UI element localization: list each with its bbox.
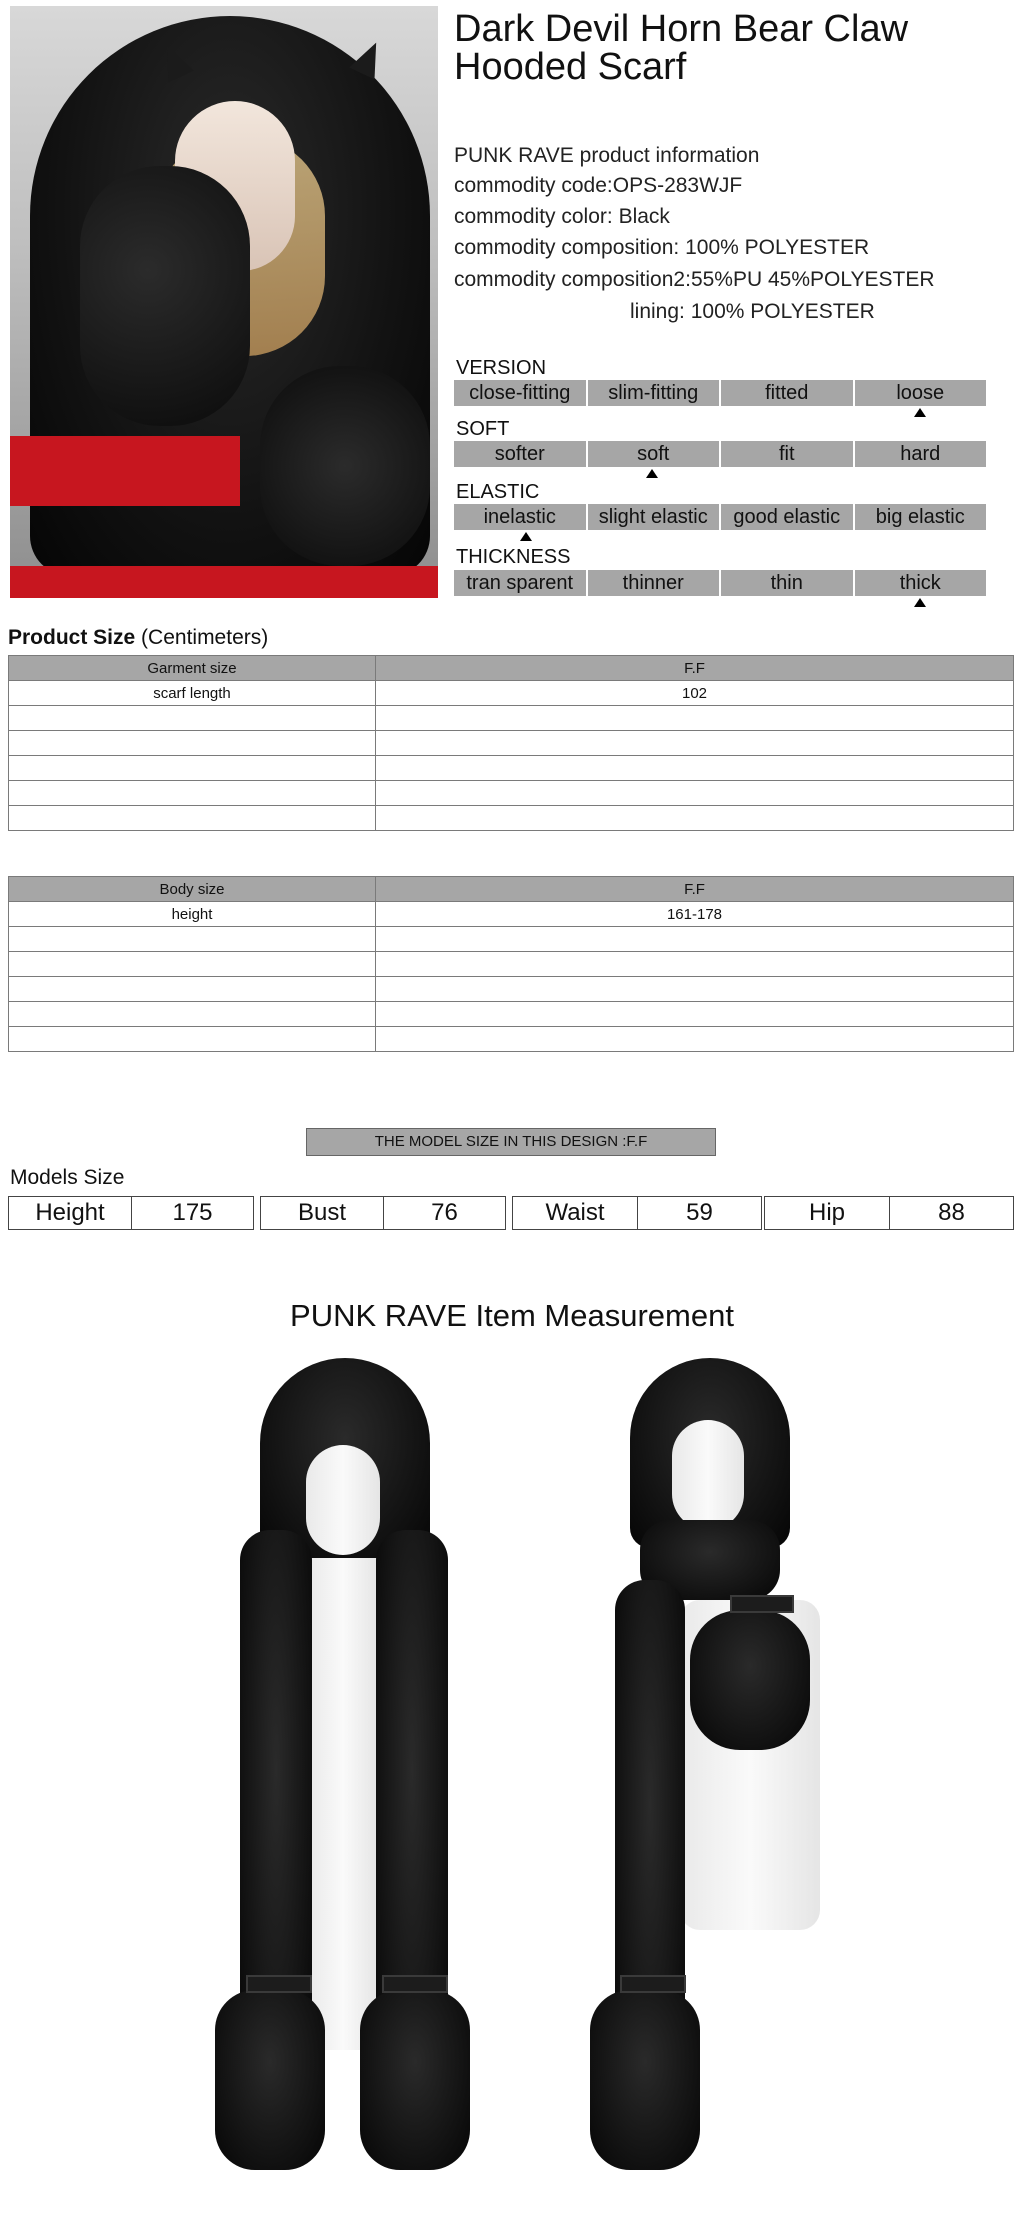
info-lining [630,300,875,324]
attr-option: loose [855,380,987,406]
table-row [9,902,1014,927]
product-size-title-unit: (Centimeters) [141,626,269,649]
info-composition [454,236,869,260]
composition-value: 100% POLYESTER [685,236,870,259]
code-label: commodity code: [454,174,613,197]
table-cell [9,977,376,1002]
measurement-title: PUNK RAVE Item Measurement [290,1298,734,1333]
attr-soft-bar [454,441,986,467]
table-row [9,977,1014,1002]
strap [730,1595,794,1613]
table-header-cell: Garment size [9,656,376,681]
table-row [9,806,1014,831]
selected-marker-icon [914,408,926,417]
table-row [9,1027,1014,1052]
selected-marker-icon [914,598,926,607]
table-cell [376,806,1014,831]
table-row [9,681,1014,706]
bear-claw-left [215,1990,325,2170]
table-cell [376,781,1014,806]
attr-option: close-fitting [454,380,586,406]
table-cell: 102 [376,681,1014,706]
attr-thickness-bar [454,570,986,596]
table-row [9,781,1014,806]
table-cell [9,952,376,977]
strap [246,1975,312,1993]
attr-option: tran sparent [454,570,586,596]
attr-option: slim-fitting [588,380,720,406]
bear-claw-hanging [690,1610,810,1750]
attr-option: thick [855,570,987,596]
bear-claw-bottom [590,1990,700,2170]
attr-option: hard [855,441,987,467]
table-header-cell: Body size [9,877,376,902]
models-size-hip [764,1196,1014,1230]
mannequin-head [306,1445,380,1555]
table-row [9,706,1014,731]
model-size-banner: THE MODEL SIZE IN THIS DESIGN :F.F [306,1128,716,1156]
lining-value: 100% POLYESTER [690,300,875,323]
strap [620,1975,686,1993]
models-size-waist [512,1196,762,1230]
composition2-value: 55%PU 45%POLYESTER [690,268,935,291]
table-row [9,927,1014,952]
models-size-bust [260,1196,506,1230]
table-cell: scarf length [9,681,376,706]
scarf-front-image [200,1350,480,2190]
table-row [9,756,1014,781]
color-label: commodity color: [454,205,613,228]
table-cell [376,756,1014,781]
attr-option: slight elastic [588,504,720,530]
body-size-table [8,876,1014,1052]
table-cell [376,706,1014,731]
table-header-cell: F.F [376,656,1014,681]
attr-option: soft [588,441,720,467]
selected-marker-icon [520,532,532,541]
models-size-value: 175 [172,1199,213,1226]
attr-elastic-bar [454,504,986,530]
models-size-key: Bust [261,1197,384,1229]
models-size-value: 76 [431,1199,458,1226]
table-cell [376,952,1014,977]
table-header-row [9,656,1014,681]
table-cell [9,806,376,831]
bear-claw-left [80,166,250,426]
table-cell [9,756,376,781]
table-header-row [9,877,1014,902]
product-size-title-bold: Product Size [8,626,136,649]
table-cell [9,1002,376,1027]
attr-option: good elastic [721,504,853,530]
red-stripe [10,566,438,598]
bear-claw-right [360,1990,470,2170]
info-heading: PUNK RAVE product information [454,144,760,167]
strap [382,1975,448,1993]
scarf-side-image [580,1350,860,2190]
models-size-key: Height [9,1197,132,1229]
table-cell [9,731,376,756]
code-value: OPS-283WJF [612,174,743,197]
table-cell [9,706,376,731]
models-size-value: 88 [938,1199,965,1226]
models-size-key: Waist [513,1197,638,1229]
attr-version-heading: VERSION [456,357,547,379]
product-title: Dark Devil Horn Bear Claw Hooded Scarf [454,8,909,88]
info-color [454,205,670,229]
table-cell [9,781,376,806]
table-row [9,952,1014,977]
attr-option: inelastic [454,504,586,530]
models-size-label: Models Size [10,1166,125,1189]
composition-label: commodity composition: [454,236,680,259]
attr-option: softer [454,441,586,467]
info-code [454,174,742,198]
attr-option: big elastic [855,504,987,530]
attr-option: fit [721,441,853,467]
table-cell [376,977,1014,1002]
table-row [9,731,1014,756]
composition2-label: commodity composition2: [454,268,691,291]
table-cell [9,1027,376,1052]
info-composition2 [454,268,935,292]
color-value: Black [618,205,670,228]
attr-option: fitted [721,380,853,406]
table-row [9,1002,1014,1027]
table-cell [9,927,376,952]
red-stripe [10,436,240,506]
table-cell [376,1027,1014,1052]
attr-version-bar [454,380,986,406]
attr-thickness-heading: THICKNESS [456,546,571,568]
attr-soft-heading: SOFT [456,418,510,440]
mannequin-head [672,1420,744,1530]
attr-option: thinner [588,570,720,596]
product-photo [10,6,438,598]
table-cell: 161-178 [376,902,1014,927]
bear-claw-right [260,366,430,566]
models-size-height [8,1196,254,1230]
selected-marker-icon [646,469,658,478]
lining-label: lining: [630,300,685,323]
product-size-title [8,626,268,650]
table-cell: height [9,902,376,927]
table-cell [376,731,1014,756]
table-cell [376,1002,1014,1027]
models-size-value: 59 [686,1199,713,1226]
attr-option: thin [721,570,853,596]
garment-size-table [8,655,1014,831]
table-header-cell: F.F [376,877,1014,902]
attr-elastic-heading: ELASTIC [456,481,540,503]
table-cell [376,927,1014,952]
models-size-key: Hip [765,1197,890,1229]
